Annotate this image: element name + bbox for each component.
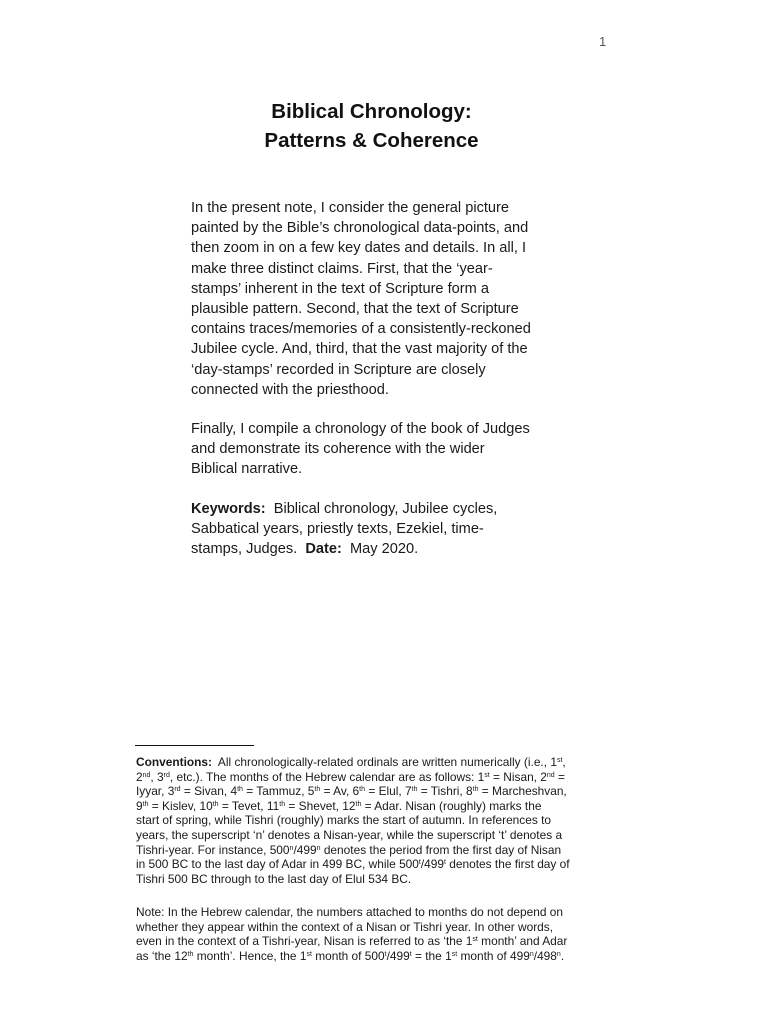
footnote-conventions [136,755,611,886]
keywords-label: Keywords: [191,501,266,517]
ordinal-sup: st [484,771,490,779]
footnote-text: Tishri-year. For instance, 500 [136,842,290,857]
abstract-paragraph-2 [191,419,566,480]
ordinal-sup: rd [174,786,181,794]
document-title [0,97,743,155]
ordinal-sup: rd [163,771,170,779]
footnote-label: Conventions: [136,755,212,769]
footnote-text: = Kislev, 10 [148,798,213,813]
keywords-text: stamps, Judges. [191,541,298,558]
year-sup: n [529,950,534,958]
abstract-paragraph-1 [191,198,566,400]
footnote-text: = [554,769,565,784]
ordinal-sup: st [472,936,478,944]
footnote-text: /498 [533,948,557,963]
footnote-text: as ‘the 12 [136,948,188,963]
abstract-line: Jubilee cycle. And, third, that the vast majority of the [191,341,528,358]
footnote-text: = Shevet, 12 [285,798,356,813]
year-sup: t [418,859,421,867]
keywords-block [191,499,566,560]
footnote-text: /499 [386,948,410,963]
abstract-line: stamps’ inherent in the text of Scripture form a [191,280,489,297]
title-line-2: Patterns & Coherence [264,129,479,152]
footnote-text: = Tevet, 11 [218,798,280,813]
ordinal-sup: th [359,786,366,794]
year-sup: n [289,844,294,852]
ordinal-sup: nd [142,771,151,779]
abstract-line: connected with the priesthood. [191,381,389,398]
footnote-text: month’. Hence, the 1 [193,948,307,963]
ordinal-sup: nd [546,771,555,779]
footnote-text: Iyyar, 3 [136,784,175,799]
ordinal-sup: st [556,757,563,764]
footnote-text: , [562,755,566,769]
footnote-text: = the 1 [411,948,452,963]
footnote-text: denotes the first day of [445,857,570,872]
ordinal-sup: th [237,786,243,794]
footnote-text: whether they appear within the context of a Nisan or Tishri year. In other words, [136,919,554,934]
footnote-text: = Tishri, 8 [417,784,473,799]
footnote-text: /499 [293,842,317,857]
ordinal-sup: th [279,800,286,808]
footnote-text: . [560,948,565,963]
year-sup: t [444,859,446,867]
footnote-text: month’ and Adar [477,934,568,949]
year-sup: t [409,950,412,958]
footnote-text: All chronologically-related ordinals are written numerically (i.e., 1 [217,755,557,769]
date-label: Date: [305,541,342,558]
footnote-text: , etc.). The months of the Hebrew calendar are as follows: 1 [169,769,485,784]
footnote-text: start of spring, while Tishri (roughly) marks the start of autumn. In references to [136,813,552,828]
abstract-line: ‘day-stamps’ recorded in Scripture are closely [191,361,486,378]
ordinal-sup: th [212,800,219,808]
date-value: May 2020. [349,541,419,558]
footnote-text: = Tammuz, 5 [242,784,315,799]
footnote-text: in 500 BC to the last day of Adar in 499 BC, while 500 [136,857,419,872]
footnote-text: even in the context of a Tishri-year, Nisan is referred to as ‘the 1 [136,934,473,949]
footnote-text: years, the superscript ‘n’ denotes a Nisan-year, while the superscript ‘t’ denotes a [136,827,563,842]
ordinal-sup: st [306,950,312,958]
footnote-separator [135,745,254,746]
footnote-text: = Nisan, 2 [489,769,547,784]
abstract-line: Biblical narrative. [191,461,303,478]
footnote-text: month of 499 [457,948,530,963]
abstract-line: In the present note, I consider the general picture [191,200,510,216]
ordinal-sup: th [472,786,479,794]
footnote-text: = Elul, 7 [365,784,412,799]
footnote-text: Note: In the Hebrew calendar, the numbers attached to months do not depend on [136,905,564,919]
abstract-line: Finally, I compile a chronology of the book of Judges [191,421,530,437]
title-line-1: Biblical Chronology: [271,100,472,123]
ordinal-sup: th [187,950,194,958]
footnote-text: 9 [136,798,143,813]
abstract-line: plausible pattern. Second, that the text of Scripture [191,301,519,318]
ordinal-sup: th [142,800,149,808]
year-sup: n [316,844,321,852]
year-sup: t [384,950,387,958]
footnote-text: = Marcheshvan, [478,784,567,799]
footnote-text: , 3 [150,769,164,784]
keywords-text: Biblical chronology, Jubilee cycles, [273,501,498,517]
abstract-line: make three distinct claims. First, that the ‘year- [191,260,493,277]
footnote-text: denotes the period from the first day of Nisan [320,842,562,857]
ordinal-sup: th [314,786,321,794]
page-number: 1 [599,34,607,49]
abstract-line: and demonstrate its coherence with the wider [191,441,485,458]
abstract-line: painted by the Bible’s chronological data-points, and [191,220,529,237]
footnote-text: Tishri 500 BC through to the last day of Elul 534 BC. [136,871,412,886]
abstract-line: contains traces/memories of a consistently-reckoned [191,321,531,338]
ordinal-sup: th [355,800,362,808]
abstract-line: then zoom in on a few key dates and details. In all, I [191,240,527,257]
footnote-note [136,905,611,963]
footnote-text: /499 [420,857,445,872]
ordinal-sup: st [451,950,458,958]
footnote-text: 2 [136,769,143,784]
footnote-text: = Adar. Nisan (roughly) marks the [361,798,542,813]
footnote-text: = Sivan, 4 [180,784,238,799]
year-sup: n [556,950,561,958]
footnote-text: month of 500 [311,948,385,963]
keywords-text: Sabbatical years, priestly texts, Ezekiel, time- [191,521,484,538]
ordinal-sup: th [411,786,418,794]
footnote-text: = Av, 6 [320,784,360,799]
